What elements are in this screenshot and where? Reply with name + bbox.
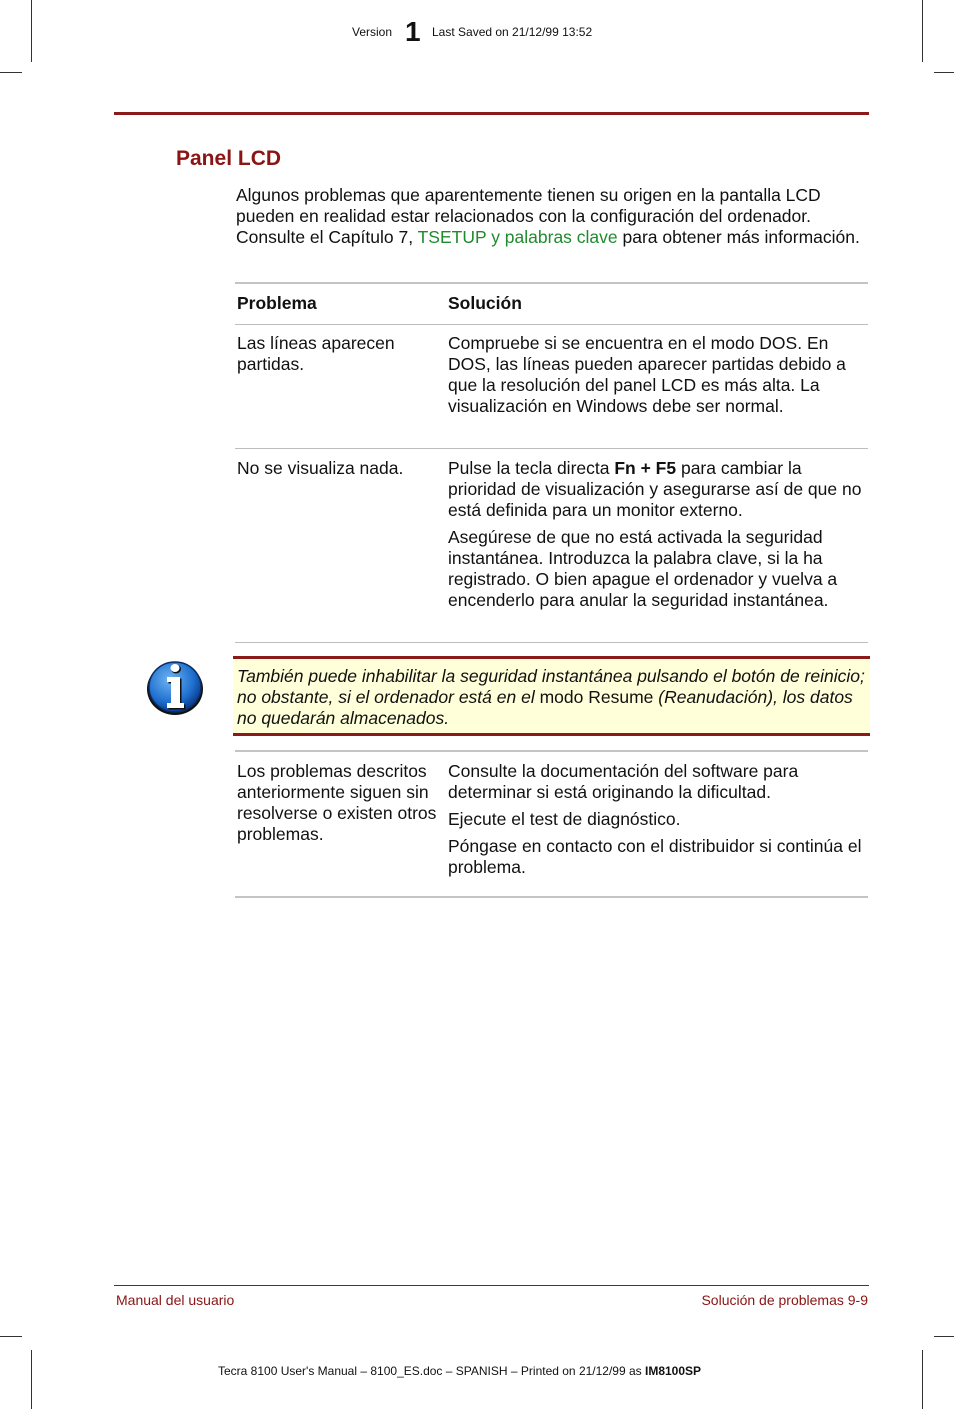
solution-text: para cambiar la prioridad de visualización y asegurarse así de que no está definida para un monitor externo. [448,458,862,520]
table-top-rule [235,282,868,284]
solution-paragraph: Ejecute el test de diagnóstico. [448,809,681,829]
crop-mark [0,72,22,73]
solution-cell: Compruebe si se encuentra en el modo DOS. En DOS, las líneas pueden aparecer partidas debido a que la resolución del panel LCD es más alta. La visualización en Windows debe ser normal. [448,333,846,416]
note-box [233,656,870,736]
solution-text: Pulse la tecla directa [448,458,615,478]
section-title: Panel LCD [176,147,282,170]
table-divider [235,324,868,325]
solution-cell [448,458,870,617]
footer-rule [114,1285,869,1286]
solution-paragraph: Póngase en contacto con el distribuidor si continúa el problema. [448,836,862,877]
hotkey: Fn + F5 [614,458,677,478]
table-bottom-rule [235,896,868,898]
intro-paragraph [236,185,872,248]
last-saved: Last Saved on 21/12/99 13:52 [432,25,593,39]
table-top-rule [235,750,868,752]
footer-page-number: Solución de problemas 9-9 [701,1292,868,1308]
crop-mark [934,1336,954,1337]
solution-paragraph [448,458,870,521]
crop-mark [922,0,923,62]
crop-mark [31,0,32,62]
version-number: 1 [405,16,421,47]
document-code: IM8100SP [645,1364,702,1378]
problem-cell: Las líneas aparecen partidas. [237,333,395,374]
cross-reference-link[interactable]: TSETUP y palabras clave [417,227,618,247]
note-text [237,666,867,729]
crop-mark [0,1336,22,1337]
table-divider [235,448,868,449]
intro-text: Algunos problemas que aparentemente tienen su origen en la pantalla LCD pueden en realidad estar relacionados con la configuración del ordenador. Consulte el Capítulo 7, [236,185,821,247]
note-text-part: También puede inhabilitar la seguridad instantánea pulsando el botón de reinicio; no obstante, si el ordenador está en el [237,666,865,707]
problem-cell: No se visualiza nada. [237,458,404,478]
print-info-text: Tecra 8100 User's Manual – 8100_ES.doc – SPANISH – Printed on 21/12/99 as [218,1364,645,1378]
column-header-problem: Problema [237,293,317,313]
solution-paragraph: Consulte la documentación del software para determinar si está originando la dificultad. [448,761,799,802]
crop-mark [31,1350,32,1409]
note-term: modo Resume [539,687,654,707]
footer-manual-title: Manual del usuario [116,1292,235,1308]
info-icon [145,657,207,717]
note-text-part: (Reanudación), los datos no quedarán almacenados. [237,687,853,728]
top-rule [114,112,869,115]
crop-mark [934,72,954,73]
crop-mark [922,1350,923,1409]
problem-cell: Los problemas descritos anteriormente siguen sin resolverse o existen otros problemas. [237,761,437,844]
table-divider [235,642,868,643]
intro-text-end: para obtener más información. [617,227,860,247]
version-label: Version [352,25,393,39]
solution-cell [448,761,870,884]
solution-paragraph: Asegúrese de que no está activada la seguridad instantánea. Introduzca la palabra clave, si la ha registrado. O bien apague el ordenador y vuelva a encenderlo para anular la seguridad instantánea. [448,527,838,610]
column-header-solution: Solución [448,293,522,313]
print-info [218,1364,701,1378]
